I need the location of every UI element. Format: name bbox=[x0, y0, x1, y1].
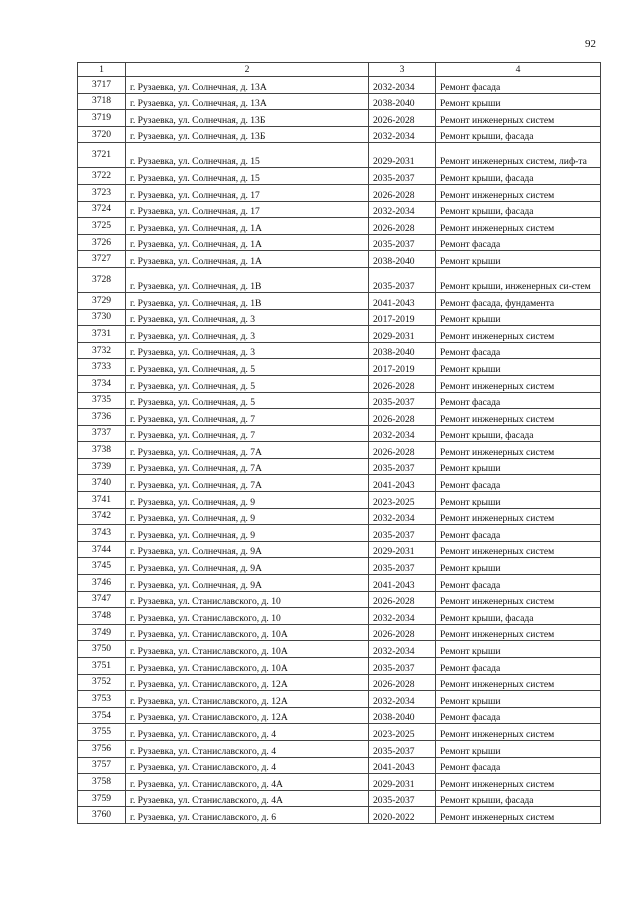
period-cell: 2020-2022 bbox=[369, 807, 436, 824]
table-row bbox=[78, 93, 601, 110]
row-number-cell: 3736 bbox=[78, 409, 126, 426]
work-type-cell: Ремонт крыши bbox=[436, 251, 601, 268]
row-number-cell: 3744 bbox=[78, 541, 126, 558]
row-number-cell: 3752 bbox=[78, 674, 126, 691]
period-cell: 2035-2037 bbox=[369, 458, 436, 475]
work-type-cell: Ремонт фасада bbox=[436, 658, 601, 675]
table-row bbox=[78, 326, 601, 343]
row-number-cell: 3731 bbox=[78, 326, 126, 343]
table-row bbox=[78, 624, 601, 641]
address-cell: г. Рузаевка, ул. Солнечная, д. 15 bbox=[126, 168, 369, 185]
address-cell: г. Рузаевка, ул. Станиславского, д. 12А bbox=[126, 691, 369, 708]
period-cell: 2038-2040 bbox=[369, 707, 436, 724]
period-cell: 2035-2037 bbox=[369, 392, 436, 409]
work-type-cell: Ремонт инженерных систем bbox=[436, 184, 601, 201]
table-row bbox=[78, 658, 601, 675]
column-header: 1 bbox=[78, 63, 126, 77]
table-row bbox=[78, 475, 601, 492]
period-cell: 2017-2019 bbox=[369, 309, 436, 326]
row-number-cell: 3737 bbox=[78, 425, 126, 442]
table-row bbox=[78, 442, 601, 459]
address-cell: г. Рузаевка, ул. Солнечная, д. 1А bbox=[126, 251, 369, 268]
period-cell: 2035-2037 bbox=[369, 267, 436, 292]
period-cell: 2032-2034 bbox=[369, 77, 436, 94]
work-type-cell: Ремонт фасада bbox=[436, 234, 601, 251]
address-cell: г. Рузаевка, ул. Солнечная, д. 7А bbox=[126, 475, 369, 492]
row-number-cell: 3729 bbox=[78, 292, 126, 309]
address-cell: г. Рузаевка, ул. Станиславского, д. 10А bbox=[126, 641, 369, 658]
address-cell: г. Рузаевка, ул. Станиславского, д. 4А bbox=[126, 790, 369, 807]
period-cell: 2035-2037 bbox=[369, 168, 436, 185]
table-row bbox=[78, 591, 601, 608]
period-cell: 2029-2031 bbox=[369, 774, 436, 791]
work-type-cell: Ремонт крыши, фасада bbox=[436, 126, 601, 143]
table-row bbox=[78, 541, 601, 558]
period-cell: 2026-2028 bbox=[369, 409, 436, 426]
work-type-cell: Ремонт инженерных систем bbox=[436, 326, 601, 343]
work-type-cell: Ремонт инженерных систем bbox=[436, 541, 601, 558]
work-type-cell: Ремонт крыши bbox=[436, 641, 601, 658]
address-cell: г. Рузаевка, ул. Солнечная, д. 3 bbox=[126, 342, 369, 359]
address-cell: г. Рузаевка, ул. Солнечная, д. 17 bbox=[126, 201, 369, 218]
address-cell: г. Рузаевка, ул. Солнечная, д. 5 bbox=[126, 392, 369, 409]
row-number-cell: 3719 bbox=[78, 110, 126, 127]
address-cell: г. Рузаевка, ул. Солнечная, д. 1В bbox=[126, 267, 369, 292]
row-number-cell: 3754 bbox=[78, 707, 126, 724]
work-type-cell: Ремонт инженерных систем bbox=[436, 442, 601, 459]
address-cell: г. Рузаевка, ул. Солнечная, д. 5 bbox=[126, 375, 369, 392]
work-type-cell: Ремонт крыши bbox=[436, 309, 601, 326]
address-cell: г. Рузаевка, ул. Станиславского, д. 4 bbox=[126, 757, 369, 774]
table-row bbox=[78, 392, 601, 409]
work-type-cell: Ремонт крыши, фасада bbox=[436, 608, 601, 625]
work-type-cell: Ремонт инженерных систем bbox=[436, 724, 601, 741]
work-type-cell: Ремонт крыши, инженерных си-стем bbox=[436, 267, 601, 292]
address-cell: г. Рузаевка, ул. Станиславского, д. 12А bbox=[126, 674, 369, 691]
work-type-cell: Ремонт фасада, фундамента bbox=[436, 292, 601, 309]
address-cell: г. Рузаевка, ул. Солнечная, д. 17 bbox=[126, 184, 369, 201]
row-number-cell: 3760 bbox=[78, 807, 126, 824]
address-cell: г. Рузаевка, ул. Солнечная, д. 15 bbox=[126, 143, 369, 168]
address-cell: г. Рузаевка, ул. Станиславского, д. 10 bbox=[126, 608, 369, 625]
work-type-cell: Ремонт крыши bbox=[436, 93, 601, 110]
period-cell: 2032-2034 bbox=[369, 641, 436, 658]
table-row bbox=[78, 575, 601, 592]
address-cell: г. Рузаевка, ул. Станиславского, д. 12А bbox=[126, 707, 369, 724]
table-row bbox=[78, 724, 601, 741]
table-row bbox=[78, 110, 601, 127]
table-row bbox=[78, 790, 601, 807]
work-type-cell: Ремонт инженерных систем, лиф-та bbox=[436, 143, 601, 168]
table-row bbox=[78, 757, 601, 774]
table-row bbox=[78, 807, 601, 824]
column-header: 3 bbox=[369, 63, 436, 77]
period-cell: 2029-2031 bbox=[369, 143, 436, 168]
row-number-cell: 3739 bbox=[78, 458, 126, 475]
work-type-cell: Ремонт фасада bbox=[436, 757, 601, 774]
row-number-cell: 3726 bbox=[78, 234, 126, 251]
table-row bbox=[78, 143, 601, 168]
table-row bbox=[78, 77, 601, 94]
row-number-cell: 3743 bbox=[78, 525, 126, 542]
row-number-cell: 3756 bbox=[78, 740, 126, 757]
period-cell: 2032-2034 bbox=[369, 425, 436, 442]
row-number-cell: 3723 bbox=[78, 184, 126, 201]
address-cell: г. Рузаевка, ул. Солнечная, д. 9А bbox=[126, 541, 369, 558]
period-cell: 2032-2034 bbox=[369, 691, 436, 708]
period-cell: 2041-2043 bbox=[369, 575, 436, 592]
work-type-cell: Ремонт инженерных систем bbox=[436, 591, 601, 608]
table-row bbox=[78, 641, 601, 658]
work-type-cell: Ремонт фасада bbox=[436, 342, 601, 359]
row-number-cell: 3759 bbox=[78, 790, 126, 807]
period-cell: 2035-2037 bbox=[369, 740, 436, 757]
work-type-cell: Ремонт фасада bbox=[436, 575, 601, 592]
table-row bbox=[78, 492, 601, 509]
period-cell: 2026-2028 bbox=[369, 218, 436, 235]
period-cell: 2038-2040 bbox=[369, 93, 436, 110]
address-cell: г. Рузаевка, ул. Солнечная, д. 7А bbox=[126, 442, 369, 459]
period-cell: 2029-2031 bbox=[369, 541, 436, 558]
period-cell: 2041-2043 bbox=[369, 475, 436, 492]
work-type-cell: Ремонт крыши, фасада bbox=[436, 168, 601, 185]
period-cell: 2026-2028 bbox=[369, 442, 436, 459]
period-cell: 2032-2034 bbox=[369, 201, 436, 218]
table-row bbox=[78, 740, 601, 757]
row-number-cell: 3755 bbox=[78, 724, 126, 741]
period-cell: 2035-2037 bbox=[369, 790, 436, 807]
row-number-cell: 3740 bbox=[78, 475, 126, 492]
row-number-cell: 3749 bbox=[78, 624, 126, 641]
period-cell: 2023-2025 bbox=[369, 492, 436, 509]
row-number-cell: 3758 bbox=[78, 774, 126, 791]
table-row bbox=[78, 375, 601, 392]
period-cell: 2026-2028 bbox=[369, 110, 436, 127]
period-cell: 2026-2028 bbox=[369, 184, 436, 201]
period-cell: 2026-2028 bbox=[369, 591, 436, 608]
address-cell: г. Рузаевка, ул. Станиславского, д. 6 bbox=[126, 807, 369, 824]
address-cell: г. Рузаевка, ул. Станиславского, д. 10 bbox=[126, 591, 369, 608]
table-row bbox=[78, 184, 601, 201]
period-cell: 2035-2037 bbox=[369, 558, 436, 575]
work-type-cell: Ремонт крыши bbox=[436, 558, 601, 575]
row-number-cell: 3753 bbox=[78, 691, 126, 708]
work-type-cell: Ремонт крыши bbox=[436, 492, 601, 509]
row-number-cell: 3742 bbox=[78, 508, 126, 525]
address-cell: г. Рузаевка, ул. Солнечная, д. 1А bbox=[126, 234, 369, 251]
work-type-cell: Ремонт фасада bbox=[436, 475, 601, 492]
table-row bbox=[78, 409, 601, 426]
work-type-cell: Ремонт инженерных систем bbox=[436, 110, 601, 127]
row-number-cell: 3720 bbox=[78, 126, 126, 143]
address-cell: г. Рузаевка, ул. Станиславского, д. 4А bbox=[126, 774, 369, 791]
address-cell: г. Рузаевка, ул. Солнечная, д. 13А bbox=[126, 77, 369, 94]
row-number-cell: 3735 bbox=[78, 392, 126, 409]
period-cell: 2035-2037 bbox=[369, 525, 436, 542]
address-cell: г. Рузаевка, ул. Станиславского, д. 4 bbox=[126, 724, 369, 741]
row-number-cell: 3727 bbox=[78, 251, 126, 268]
row-number-cell: 3748 bbox=[78, 608, 126, 625]
table-row bbox=[78, 674, 601, 691]
table-row bbox=[78, 359, 601, 376]
table-body bbox=[78, 77, 601, 824]
address-cell: г. Рузаевка, ул. Станиславского, д. 10А bbox=[126, 624, 369, 641]
work-type-cell: Ремонт крыши bbox=[436, 740, 601, 757]
period-cell: 2035-2037 bbox=[369, 234, 436, 251]
period-cell: 2038-2040 bbox=[369, 251, 436, 268]
row-number-cell: 3724 bbox=[78, 201, 126, 218]
period-cell: 2023-2025 bbox=[369, 724, 436, 741]
work-type-cell: Ремонт инженерных систем bbox=[436, 774, 601, 791]
row-number-cell: 3728 bbox=[78, 267, 126, 292]
period-cell: 2035-2037 bbox=[369, 658, 436, 675]
table-row bbox=[78, 508, 601, 525]
table-row bbox=[78, 525, 601, 542]
address-cell: г. Рузаевка, ул. Солнечная, д. 1В bbox=[126, 292, 369, 309]
row-number-cell: 3746 bbox=[78, 575, 126, 592]
row-number-cell: 3747 bbox=[78, 591, 126, 608]
work-type-cell: Ремонт инженерных систем bbox=[436, 508, 601, 525]
work-type-cell: Ремонт фасада bbox=[436, 525, 601, 542]
work-type-cell: Ремонт инженерных систем bbox=[436, 624, 601, 641]
row-number-cell: 3725 bbox=[78, 218, 126, 235]
table-row bbox=[78, 126, 601, 143]
table-row bbox=[78, 201, 601, 218]
work-type-cell: Ремонт крыши, фасада bbox=[436, 790, 601, 807]
row-number-cell: 3733 bbox=[78, 359, 126, 376]
address-cell: г. Рузаевка, ул. Солнечная, д. 3 bbox=[126, 309, 369, 326]
row-number-cell: 3717 bbox=[78, 77, 126, 94]
table-row bbox=[78, 608, 601, 625]
address-cell: г. Рузаевка, ул. Солнечная, д. 13Б bbox=[126, 126, 369, 143]
row-number-cell: 3741 bbox=[78, 492, 126, 509]
work-type-cell: Ремонт фасада bbox=[436, 392, 601, 409]
row-number-cell: 3722 bbox=[78, 168, 126, 185]
row-number-cell: 3734 bbox=[78, 375, 126, 392]
period-cell: 2041-2043 bbox=[369, 292, 436, 309]
row-number-cell: 3730 bbox=[78, 309, 126, 326]
work-type-cell: Ремонт инженерных систем bbox=[436, 409, 601, 426]
address-cell: г. Рузаевка, ул. Солнечная, д. 1А bbox=[126, 218, 369, 235]
table-row bbox=[78, 251, 601, 268]
table-row bbox=[78, 292, 601, 309]
address-cell: г. Рузаевка, ул. Солнечная, д. 7 bbox=[126, 425, 369, 442]
work-type-cell: Ремонт крыши, фасада bbox=[436, 201, 601, 218]
row-number-cell: 3721 bbox=[78, 143, 126, 168]
address-cell: г. Рузаевка, ул. Солнечная, д. 9А bbox=[126, 575, 369, 592]
address-cell: г. Рузаевка, ул. Станиславского, д. 4 bbox=[126, 740, 369, 757]
period-cell: 2038-2040 bbox=[369, 342, 436, 359]
table-row bbox=[78, 691, 601, 708]
table-row bbox=[78, 218, 601, 235]
table-row bbox=[78, 267, 601, 292]
address-cell: г. Рузаевка, ул. Солнечная, д. 5 bbox=[126, 359, 369, 376]
row-number-cell: 3751 bbox=[78, 658, 126, 675]
table-header-row bbox=[78, 63, 601, 77]
work-type-cell: Ремонт инженерных систем bbox=[436, 375, 601, 392]
works-table bbox=[77, 62, 601, 824]
row-number-cell: 3757 bbox=[78, 757, 126, 774]
table-row bbox=[78, 234, 601, 251]
period-cell: 2032-2034 bbox=[369, 126, 436, 143]
period-cell: 2032-2034 bbox=[369, 608, 436, 625]
row-number-cell: 3745 bbox=[78, 558, 126, 575]
row-number-cell: 3732 bbox=[78, 342, 126, 359]
address-cell: г. Рузаевка, ул. Солнечная, д. 13А bbox=[126, 93, 369, 110]
column-header: 4 bbox=[436, 63, 601, 77]
address-cell: г. Рузаевка, ул. Станиславского, д. 10А bbox=[126, 658, 369, 675]
period-cell: 2026-2028 bbox=[369, 674, 436, 691]
row-number-cell: 3738 bbox=[78, 442, 126, 459]
period-cell: 2017-2019 bbox=[369, 359, 436, 376]
work-type-cell: Ремонт инженерных систем bbox=[436, 674, 601, 691]
work-type-cell: Ремонт крыши, фасада bbox=[436, 425, 601, 442]
address-cell: г. Рузаевка, ул. Солнечная, д. 13Б bbox=[126, 110, 369, 127]
address-cell: г. Рузаевка, ул. Солнечная, д. 3 bbox=[126, 326, 369, 343]
work-type-cell: Ремонт крыши bbox=[436, 458, 601, 475]
period-cell: 2026-2028 bbox=[369, 375, 436, 392]
period-cell: 2026-2028 bbox=[369, 624, 436, 641]
row-number-cell: 3750 bbox=[78, 641, 126, 658]
address-cell: г. Рузаевка, ул. Солнечная, д. 9 bbox=[126, 525, 369, 542]
period-cell: 2032-2034 bbox=[369, 508, 436, 525]
address-cell: г. Рузаевка, ул. Солнечная, д. 9А bbox=[126, 558, 369, 575]
table-row bbox=[78, 707, 601, 724]
table-row bbox=[78, 168, 601, 185]
work-type-cell: Ремонт фасада bbox=[436, 707, 601, 724]
table-row bbox=[78, 558, 601, 575]
page-number: 92 bbox=[585, 38, 596, 50]
period-cell: 2041-2043 bbox=[369, 757, 436, 774]
period-cell: 2029-2031 bbox=[369, 326, 436, 343]
address-cell: г. Рузаевка, ул. Солнечная, д. 9 bbox=[126, 492, 369, 509]
address-cell: г. Рузаевка, ул. Солнечная, д. 7А bbox=[126, 458, 369, 475]
work-type-cell: Ремонт крыши bbox=[436, 691, 601, 708]
table-row bbox=[78, 342, 601, 359]
address-cell: г. Рузаевка, ул. Солнечная, д. 9 bbox=[126, 508, 369, 525]
table-row bbox=[78, 774, 601, 791]
table-row bbox=[78, 458, 601, 475]
work-type-cell: Ремонт фасада bbox=[436, 77, 601, 94]
table-row bbox=[78, 425, 601, 442]
table-row bbox=[78, 309, 601, 326]
work-type-cell: Ремонт инженерных систем bbox=[436, 218, 601, 235]
column-header: 2 bbox=[126, 63, 369, 77]
address-cell: г. Рузаевка, ул. Солнечная, д. 7 bbox=[126, 409, 369, 426]
row-number-cell: 3718 bbox=[78, 93, 126, 110]
work-type-cell: Ремонт крыши bbox=[436, 359, 601, 376]
work-type-cell: Ремонт инженерных систем bbox=[436, 807, 601, 824]
